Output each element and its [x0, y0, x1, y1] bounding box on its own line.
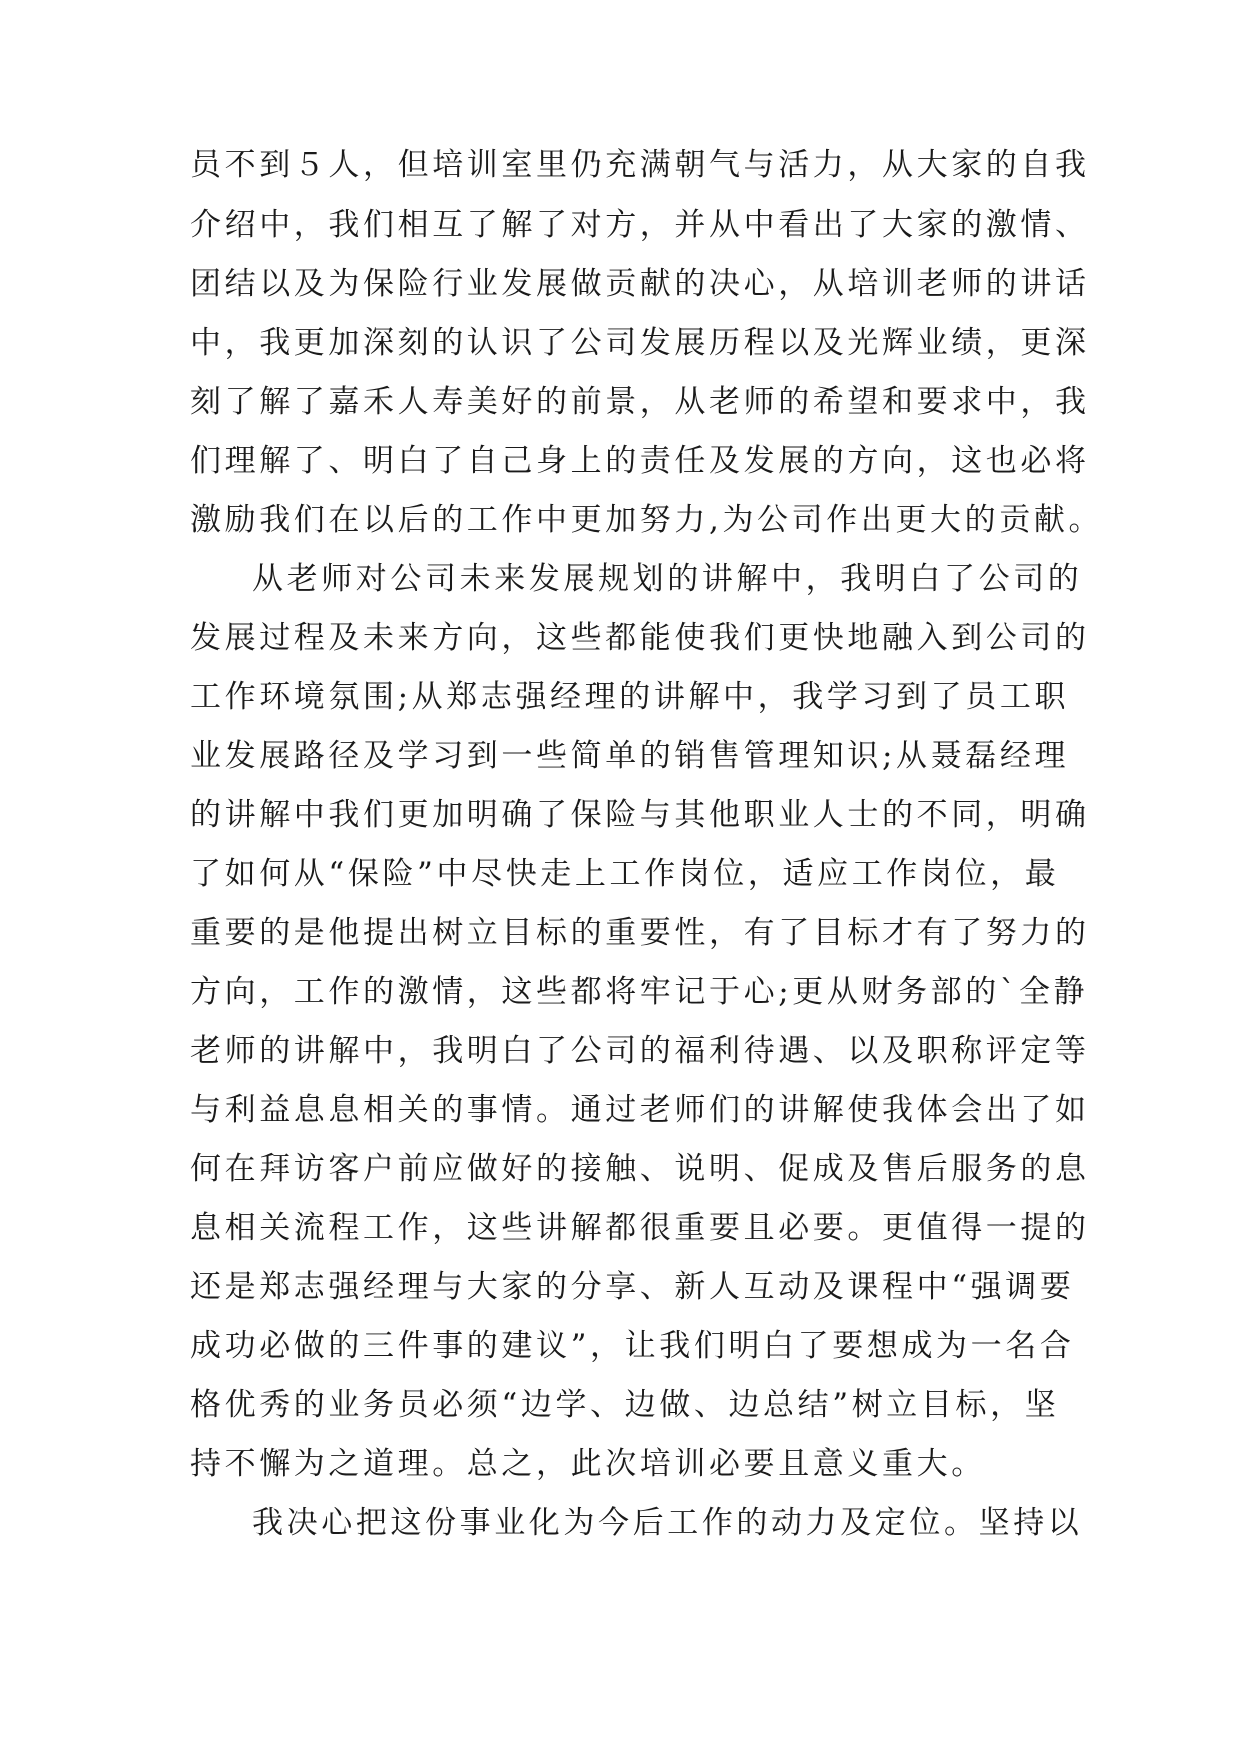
text-line: 的讲解中我们更加明确了保险与其他职业人士的不同，明确 [190, 797, 1090, 833]
text-line: 员不到５人，但培训室里仍充满朝气与活力，从大家的自我 [190, 147, 1090, 183]
text-line: 成功必做的三件事的建议”，让我们明白了要想成为一名合 [190, 1328, 1075, 1364]
text-line: 中，我更加深刻的认识了公司发展历程以及光辉业绩，更深 [190, 325, 1090, 361]
text-line: 方向，工作的激情，这些都将牢记于心;更从财务部的`全静 [190, 974, 1089, 1010]
text-line: 息相关流程工作，这些讲解都很重要且必要。更值得一提的 [190, 1210, 1090, 1246]
text-line: 刻了解了嘉禾人寿美好的前景，从老师的希望和要求中，我 [190, 384, 1090, 420]
text-line: 团结以及为保险行业发展做贡献的决心，从培训老师的讲话 [190, 266, 1090, 302]
text-line: 工作环境氛围;从郑志强经理的讲解中，我学习到了员工职 [190, 679, 1070, 715]
text-line: 们理解了、明白了自己身上的责任及发展的方向，这也必将 [190, 443, 1090, 479]
text-line: 了如何从“保险”中尽快走上工作岗位，适应工作岗位，最 [190, 856, 1060, 892]
text-line: 还是郑志强经理与大家的分享、新人互动及课程中“强调要 [190, 1269, 1075, 1305]
text-line: 格优秀的业务员必须“边学、边做、边总结”树立目标，坚 [190, 1387, 1060, 1423]
text-line: 业发展路径及学习到一些简单的销售管理知识;从聂磊经理 [190, 738, 1070, 774]
text-line: 持不懈为之道理。总之，此次培训必要且意义重大。 [190, 1446, 986, 1482]
text-line: 介绍中，我们相互了解了对方，并从中看出了大家的激情、 [190, 207, 1090, 243]
text-line: 激励我们在以后的工作中更加努力,为公司作出更大的贡献。 [190, 502, 1104, 538]
text-line: 重要的是他提出树立目标的重要性，有了目标才有了努力的 [190, 915, 1090, 951]
text-line: 何在拜访客户前应做好的接触、说明、促成及售后服务的息 [190, 1151, 1090, 1187]
paragraph-first-line: 从老师对公司未来发展规划的讲解中，我明白了公司的 [252, 561, 1083, 597]
text-line: 老师的讲解中，我明白了公司的福利待遇、以及职称评定等 [190, 1033, 1090, 1069]
text-line: 发展过程及未来方向，这些都能使我们更快地融入到公司的 [190, 620, 1090, 656]
paragraph-first-line: 我决心把这份事业化为今后工作的动力及定位。坚持以 [252, 1505, 1083, 1541]
text-line: 与利益息息相关的事情。通过老师们的讲解使我体会出了如 [190, 1092, 1090, 1128]
